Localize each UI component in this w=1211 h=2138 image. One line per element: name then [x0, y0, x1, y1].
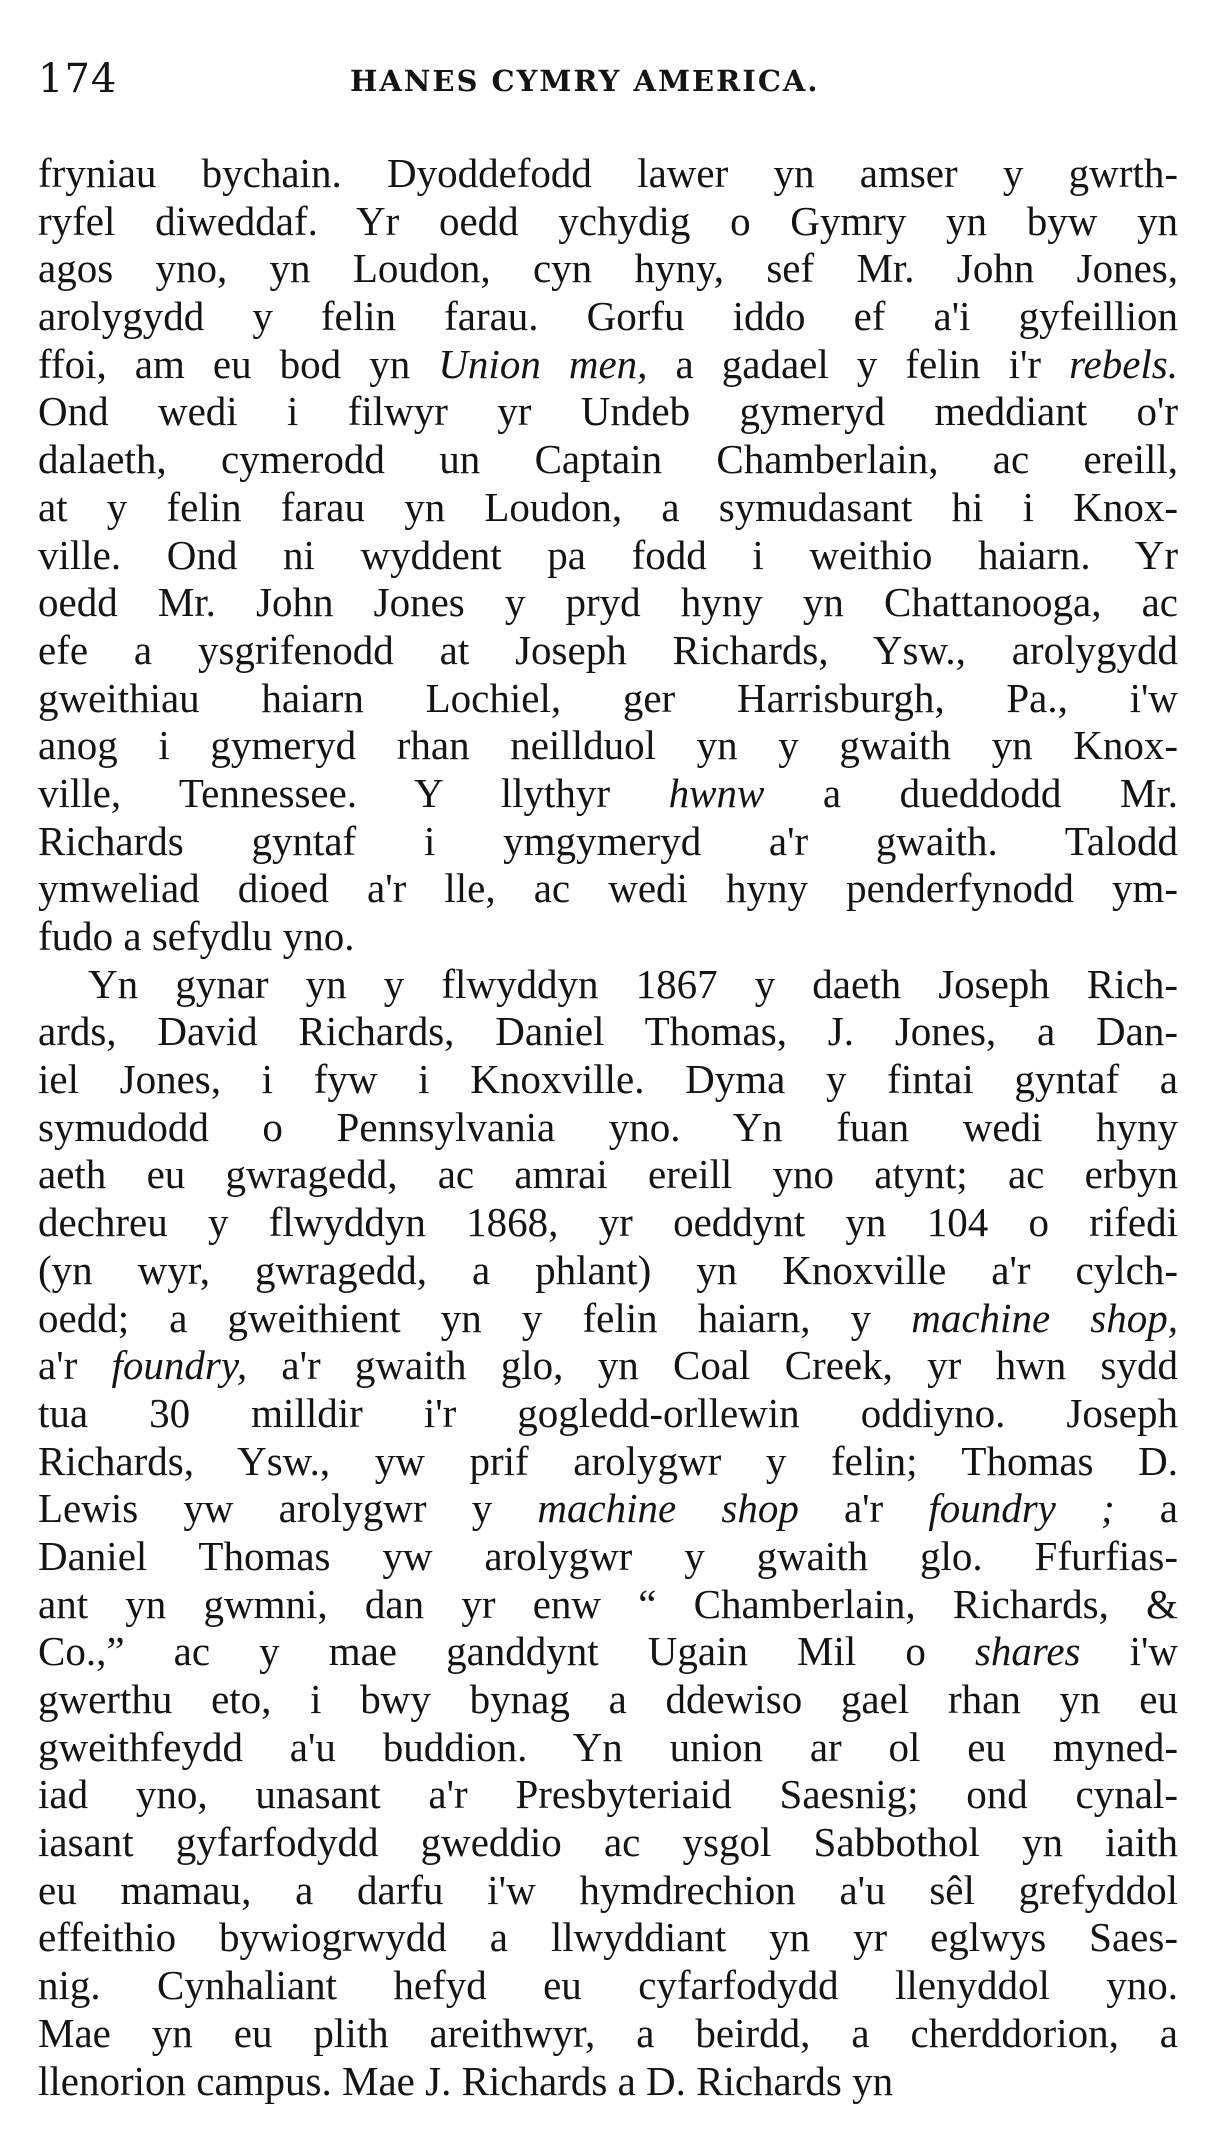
text-run: gweithfeydd a'u buddion. Yn union ar ol eu myned- — [38, 1723, 1178, 1770]
text-run: Ond wedi i filwyr yr Undeb gymeryd meddiant o'r — [38, 388, 1178, 435]
text-line — [38, 1533, 1178, 1581]
text-run: gwerthu eto, i bwy bynag a ddewiso gael rhan yn eu — [38, 1676, 1178, 1722]
text-run: efe a ysgrifenodd at Joseph Richards, Ysw., arolygydd — [38, 626, 1178, 673]
text-run: gweithiau haiarn Lochiel, ger Harrisburgh, Pa., i'w — [38, 674, 1178, 721]
text-run: agos yno, yn Loudon, cyn hyny, sef Mr. John Jones, — [38, 245, 1178, 292]
text-run: Co.,” ac y mae ganddynt Ugain Mil o — [38, 1628, 975, 1675]
text-line — [38, 245, 1178, 293]
text-run: eu mamau, a darfu i'w hymdrechion a'u sêl grefyddol — [38, 1866, 1178, 1913]
text-line — [38, 1962, 1178, 2010]
text-run: nig. Cynhaliant hefyd eu cyfarfodydd llenyddol yno. — [38, 1962, 1178, 2009]
text-run: aeth eu gwragedd, ac amrai ereill yno atynt; ac erbyn — [38, 1151, 1178, 1198]
italic-text: shares — [974, 1628, 1081, 1675]
text-line — [38, 198, 1178, 246]
text-line — [38, 1628, 1178, 1676]
text-line — [38, 1295, 1178, 1343]
text-run: oedd; a gweithient yn y felin haiarn, y — [38, 1294, 912, 1341]
text-line — [38, 1485, 1178, 1533]
text-line — [38, 1247, 1178, 1295]
text-run: Richards, Ysw., yw prif arolygwr y felin; Thomas D. — [38, 1437, 1178, 1484]
text-line — [38, 1771, 1178, 1819]
text-run: llenorion campus. Mae J. Richards a D. Richards yn — [38, 2057, 894, 2104]
body-text — [38, 150, 1178, 2105]
text-run: a dueddodd Mr. — [764, 769, 1178, 816]
italic-text: rebels. — [1069, 340, 1178, 387]
text-line — [38, 2010, 1178, 2058]
text-line — [38, 722, 1178, 770]
text-line — [38, 1199, 1178, 1247]
text-line — [38, 293, 1178, 341]
text-line — [38, 1390, 1178, 1438]
text-run: a — [1114, 1485, 1178, 1532]
italic-text: foundry ; — [928, 1485, 1115, 1532]
text-run: (yn wyr, gwragedd, a phlant) yn Knoxville a'r cylch- — [38, 1246, 1178, 1293]
text-run: Lewis yw arolygwr y — [38, 1485, 538, 1532]
text-line — [38, 150, 1178, 198]
text-run: arolygydd y felin farau. Gorfu iddo ef a'i gyfeillion — [38, 293, 1178, 340]
text-run: anog i gymeryd rhan neillduol yn y gwaith yn Knox- — [38, 722, 1178, 769]
text-line — [38, 1438, 1178, 1486]
text-line — [38, 1676, 1178, 1724]
text-run: iasant gyfarfodydd gweddio ac ysgol Sabbothol yn iaith — [38, 1819, 1178, 1866]
paragraph — [38, 150, 1178, 961]
text-run: fudo a sefydlu yno. — [38, 913, 355, 959]
text-run: effeithio bywiogrwydd a llwyddiant yn yr eglwys Saes- — [38, 1914, 1178, 1961]
text-run: ville, Tennessee. Y llythyr — [38, 769, 669, 816]
text-line — [38, 1581, 1178, 1629]
text-line — [38, 1867, 1178, 1915]
paragraph — [38, 961, 1178, 2106]
text-line — [38, 1819, 1178, 1867]
text-run: ant yn gwmni, dan yr enw “ Chamberlain, Richards, & — [38, 1580, 1178, 1627]
text-run: Yn gynar yn y flwyddyn 1867 y daeth Joseph Rich- — [88, 960, 1178, 1007]
text-line — [38, 1104, 1178, 1152]
italic-text: Union men, — [438, 340, 648, 387]
text-line — [38, 436, 1178, 484]
text-run: ffoi, am eu bod yn — [38, 340, 439, 387]
text-line — [38, 1342, 1178, 1390]
italic-text: machine shop, — [911, 1294, 1178, 1341]
text-run: oedd Mr. John Jones y pryd hyny yn Chattanooga, ac — [38, 579, 1178, 626]
text-run: a'r gwaith glo, yn Coal Creek, yr hwn sydd — [247, 1342, 1178, 1389]
text-run: Richards gyntaf i ymgymeryd a'r gwaith. Talodd — [38, 817, 1178, 864]
text-run: fryniau bychain. Dyoddefodd lawer yn amser y gwrth- — [38, 150, 1178, 196]
text-line — [38, 388, 1178, 436]
text-run: a'r — [38, 1342, 112, 1389]
text-run: ville. Ond ni wyddent pa fodd i weithio haiarn. Yr — [38, 531, 1178, 578]
running-title: HANES CYMRY AMERICA. — [350, 64, 820, 98]
italic-text: hwnw — [668, 769, 765, 816]
text-run: symudodd o Pennsylvania yno. Yn fuan wedi hyny — [38, 1103, 1178, 1150]
text-line — [38, 1151, 1178, 1199]
page-number: 174 — [38, 56, 118, 102]
text-run: iad yno, unasant a'r Presbyteriaid Saesnig; ond cynal- — [38, 1771, 1178, 1818]
text-run: a'r — [798, 1485, 929, 1532]
text-run: ymweliad dioed a'r lle, ac wedi hyny penderfynodd ym- — [38, 865, 1178, 912]
text-line — [38, 770, 1178, 818]
text-line — [38, 1724, 1178, 1772]
text-line — [38, 675, 1178, 723]
text-run: tua 30 milldir i'r gogledd-orllewin oddiyno. Joseph — [38, 1389, 1178, 1436]
text-line — [38, 1056, 1178, 1104]
text-run: Mae yn eu plith areithwyr, a beirdd, a cherddorion, a — [38, 2009, 1178, 2056]
text-run: Daniel Thomas yw arolygwr y gwaith glo. Ffurfias- — [38, 1532, 1178, 1579]
text-line — [38, 627, 1178, 675]
text-line — [38, 579, 1178, 627]
text-line — [38, 2058, 1178, 2106]
text-run: i'w — [1080, 1628, 1178, 1675]
text-line — [38, 961, 1178, 1009]
italic-text: machine shop — [537, 1485, 799, 1532]
text-line — [38, 818, 1178, 866]
text-line — [38, 913, 1178, 961]
text-line — [38, 484, 1178, 532]
text-line — [38, 1008, 1178, 1056]
text-run: ryfel diweddaf. Yr oedd ychydig o Gymry yn byw yn — [38, 197, 1178, 244]
text-line — [38, 532, 1178, 580]
text-run: a gadael y felin i'r — [647, 340, 1070, 387]
text-line — [38, 865, 1178, 913]
text-run: iel Jones, i fyw i Knoxville. Dyma y fintai gyntaf a — [38, 1056, 1178, 1103]
italic-text: foundry, — [111, 1342, 248, 1389]
text-line — [38, 1914, 1178, 1962]
text-run: at y felin farau yn Loudon, a symudasant hi i Knox- — [38, 483, 1178, 530]
text-line — [38, 341, 1178, 389]
text-run: dalaeth, cymerodd un Captain Chamberlain, ac ereill, — [38, 436, 1178, 483]
page-header — [38, 44, 1168, 104]
text-run: ards, David Richards, Daniel Thomas, J. Jones, a Dan- — [38, 1008, 1178, 1055]
text-run: dechreu y flwyddyn 1868, yr oeddynt yn 104 o rifedi — [38, 1199, 1178, 1246]
